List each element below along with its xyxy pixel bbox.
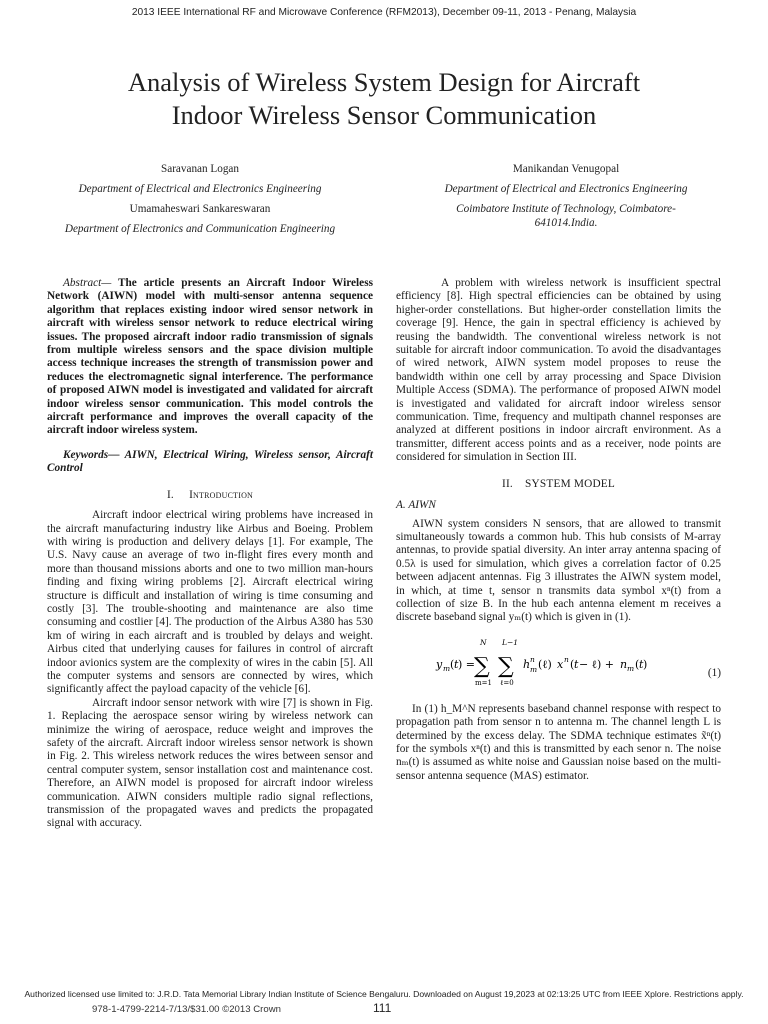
author-department: Department of Electrical and Electronics Engineering [78, 183, 322, 195]
author-institution: Coimbatore Institute of Technology, Coimbatore- [456, 203, 676, 215]
author-name: Manikandan Venugopal [512, 163, 620, 175]
authorized-use-notice: Authorized licensed use limited to: J.R.D. Tata Memorial Library Indian Institute of Science Bengaluru. Downloaded on August 19,2023 at 02:13:25 UTC from IEEE Xplore. Restrictions apply. [24, 989, 744, 999]
paper-title [40, 66, 728, 132]
authors-left [14, 159, 386, 239]
body-paragraph: AIWN system considers N sensors, that are allowed to transmit simultaneously towards a common hub. This hub consists of M-array antennas, to provide spatial diversity. An inter array antenna spacing of 0.5λ is used for simulation, which gives a correlation factor of 0.25 between adjacent antennas. Fig 3 illustrates the AIWN system model, in which, at time t, sensor n transmits data symbol xⁿ(t) from a collection of size B. In the hub each antenna element m receives a discrete baseband signal yₘ(t) which is given in (1). [396, 517, 721, 624]
svg-text:n: n [529, 654, 535, 664]
svg-text:t: t [573, 657, 578, 671]
svg-text:): ) [642, 657, 647, 671]
section-heading-introduction [47, 489, 373, 502]
intro-paragraph-1: Aircraft indoor electrical wiring problems have increased in the aircraft manufacturing industry like Airbus and Boeing. Problem with wiring is production and delivery delays [1]. For example, The U.S. Navy cause an average of two in-flight fires every month and more than thousand missions aborts and one to two million man-hours finding and fixing wiring problems [2]. Aircraft electrical wiring structure is difficult and installation of wiring is time consuming and costly [3]. The trouble-shooting and maintenance are also time consuming and costlier [4]. The production of the Airbus A380 has 530 km of wiring in each aircraft and is troubled by delays and weight. Airbus cited that underlying causes for failures in control of aircraft indoor avionics system are the complexity of wires in the cabin [5]. All the computer systems and sensors are connected by wires, which significantly affect the payload capacity of the vehicle [6]. [47, 509, 373, 696]
author-department: Department of Electronics and Communication Engineering [64, 223, 336, 235]
equation-number: (1) [707, 666, 721, 679]
svg-text:m=1: m=1 [474, 678, 492, 687]
equation-formula [396, 637, 721, 691]
svg-text:m: m [626, 663, 634, 673]
keywords [47, 449, 373, 476]
section-title: Introduction [189, 488, 254, 501]
conference-header: 2013 IEEE International RF and Microwave Conference (RFM2013), December 09-11, 2013 - Penang, Malaysia [131, 7, 637, 18]
abstract [47, 277, 373, 438]
section-heading-system-model [396, 478, 721, 491]
keywords-text: AIWN, Electrical Wiring, Wireless sensor, Aircraft Control [47, 448, 373, 475]
svg-text:h: h [522, 657, 530, 671]
paper-title-line-1: Analysis of Wireless System Design for Aircraft [127, 67, 641, 97]
intro-paragraph-2: Aircraft indoor sensor network with wire [7] is shown in Fig. 1. Replacing the aerospace sensor wiring by wireless network can minimize the wiring of aerospace, reduce weight and improves the safety of the aircraft. Aircraft indoor wireless sensor network is shown in Fig. 2. This wireless network reduces the wires between sensor and central computer system, sensor installation cost and maintenance cost. Therefore, an AIWN model is proposed for aircraft indoor wireless communication. AIWN considers multiple radio signal reflections, transmission of the propagated waves and predicts the propagated signal with accuracy. [47, 696, 373, 830]
section-number: I. [166, 488, 174, 501]
svg-text:(ℓ): (ℓ) [537, 657, 552, 671]
svg-text:(: ( [449, 657, 454, 671]
svg-text:t: t [638, 657, 643, 671]
isbn-copyright: 978-1-4799-2214-7/13/$31.00 ©2013 Crown [92, 1004, 281, 1015]
body-paragraph: A problem with wireless network is insufficient spectral efficiency [8]. High spectral efficiencies can be obtained by using higher-order constellations. But higher-order constellation limits the coverage [9]. Hence, the gain in spectral efficiency is achieved by reusing the bandwidth. The conventional wireless network is not suitable for aircraft indoor communication. To avoid the disadvantages of wired network, AIWN system model proposes to reuse the bandwidth within one cell by array processing and Space Division Multiple Access (SDMA). The performance of proposed AIWN model is investigated and validated for aircraft indoor wireless sensor communication. Time, frequency and multipath channel responses are analyzed at different positions in indoor aircraft environment. As a transmitter, different access points and as a receiver, node points are considered for simulation in Section III. [396, 277, 721, 464]
section-number: II. [501, 477, 513, 490]
svg-text:L−1: L−1 [501, 637, 518, 647]
subsection-heading-aiwn: A. AIWN [396, 499, 436, 512]
svg-text:n: n [563, 654, 569, 664]
svg-text:n: n [619, 657, 627, 671]
author-name: Saravanan Logan [161, 163, 239, 175]
svg-text:) =: ) = [457, 657, 475, 671]
svg-text:(: ( [569, 657, 574, 671]
svg-text:ℓ=0: ℓ=0 [499, 678, 514, 687]
svg-text:− ℓ) +: − ℓ) + [578, 657, 614, 671]
author-department: Department of Electrical and Electronics Engineering [444, 183, 688, 195]
authors-right [388, 159, 744, 233]
author-institution-2: 641014.India. [534, 217, 598, 229]
author-name: Umamaheswari Sankareswaran [129, 203, 271, 215]
paper-title-line-2: Indoor Wireless Sensor Communication [171, 100, 597, 130]
abstract-text: The article presents an Aircraft Indoor Wireless Network (AIWN) model with multi-sensor antenna sequence algorithm that replaces existing indoor wired sensor network in aircraft with wireless sensor network to reduce electrical wiring issues. The proposed aircraft indoor radio transmission of signals from multiple wireless sensors and the space division multiple access technique increases the strength of transmission power and reduces the electromagnetic signal interference. The performance of proposed AIWN model is investigated and validated for aircraft indoor wireless sensor communication. This model controls the aircraft performance and improves the overall capacity of the aircraft indoor wireless system. [47, 277, 373, 437]
body-paragraph: In (1) h_M^N represents baseband channel response with respect to propagation path from sensor n to antenna m. The channel length L is determined by the excess delay. The SDMA technique estimates x̃ⁿ(t) for the symbols xⁿ(t) and this is transmitted by each senor n. The noise nₘ(t) is assumed as white noise and Gaussian noise based on the multi-sensor antenna sequence (MAS) estimator. [396, 702, 721, 782]
svg-text:∑: ∑ [497, 653, 514, 679]
svg-text:N: N [479, 637, 487, 647]
right-column [396, 277, 721, 783]
svg-text:y: y [435, 657, 442, 671]
svg-text:(: ( [634, 657, 639, 671]
keywords-lead: Keywords— [63, 448, 120, 461]
abstract-lead: Abstract— [63, 277, 112, 289]
section-title: SYSTEM MODEL [525, 477, 616, 490]
svg-text:x: x [556, 657, 563, 671]
equation-1 [396, 631, 721, 697]
svg-text:∑: ∑ [473, 653, 490, 679]
svg-text:t: t [453, 657, 458, 671]
page-number: 111 [373, 1001, 392, 1015]
svg-text:m: m [529, 664, 537, 674]
left-column [47, 277, 373, 831]
svg-text:m: m [442, 663, 450, 673]
